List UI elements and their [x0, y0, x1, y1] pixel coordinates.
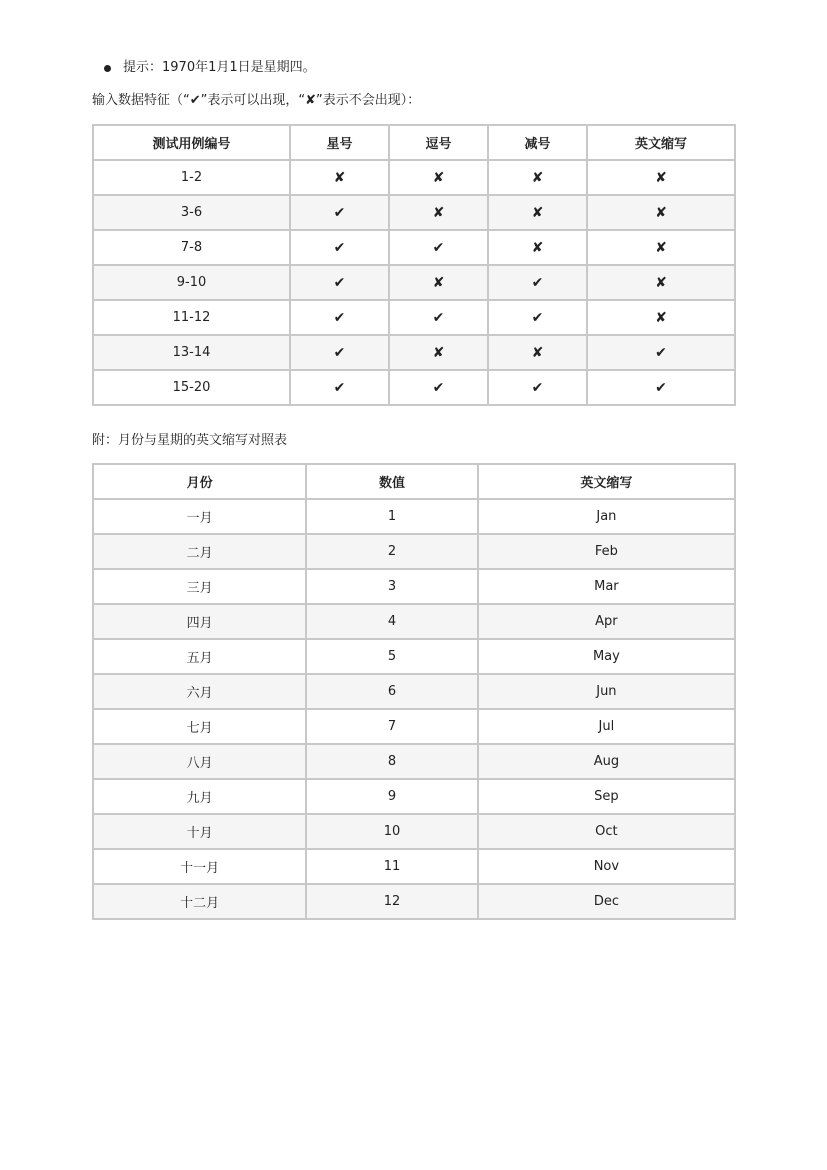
case-id: 11-12: [93, 300, 290, 335]
case-id: 9-10: [93, 265, 290, 300]
month-abbrev: Dec: [478, 884, 735, 919]
table-row: [93, 744, 735, 779]
month-number: 5: [306, 639, 477, 674]
features-table: [92, 124, 736, 406]
appendix-caption: 附：月份与星期的英文缩写对照表: [92, 433, 288, 448]
table-row: [93, 160, 735, 195]
cross-icon: ✘: [488, 160, 587, 195]
check-icon: ✔: [290, 230, 389, 265]
month-name: 四月: [93, 604, 306, 639]
header-abbrev: 英文缩写: [478, 464, 735, 499]
month-number: 8: [306, 744, 477, 779]
month-abbrev: Jan: [478, 499, 735, 534]
month-name: 十一月: [93, 849, 306, 884]
month-abbrev: Mar: [478, 569, 735, 604]
table-row: [93, 300, 735, 335]
month-name: 五月: [93, 639, 306, 674]
header-month: 月份: [93, 464, 306, 499]
table-row: [93, 195, 735, 230]
month-number: 2: [306, 534, 477, 569]
months-table: [92, 463, 736, 920]
month-number: 11: [306, 849, 477, 884]
table-row: [93, 849, 735, 884]
cross-icon: ✘: [488, 230, 587, 265]
check-icon: ✔: [290, 265, 389, 300]
table-row: [93, 604, 735, 639]
case-id: 1-2: [93, 160, 290, 195]
check-icon: ✔: [290, 300, 389, 335]
month-number: 7: [306, 709, 477, 744]
check-icon: ✔: [389, 230, 488, 265]
month-number: 4: [306, 604, 477, 639]
month-number: 12: [306, 884, 477, 919]
month-abbrev: Aug: [478, 744, 735, 779]
cross-icon: ✘: [389, 195, 488, 230]
header-minus: 减号: [488, 125, 587, 160]
cross-icon: ✘: [488, 335, 587, 370]
table-row: [93, 265, 735, 300]
cross-icon: ✘: [587, 230, 735, 265]
case-id: 15-20: [93, 370, 290, 405]
check-icon: ✔: [587, 335, 735, 370]
month-abbrev: Jul: [478, 709, 735, 744]
case-id: 13-14: [93, 335, 290, 370]
header-case-id: 测试用例编号: [93, 125, 290, 160]
check-icon: ✔: [488, 300, 587, 335]
check-icon: ✔: [290, 370, 389, 405]
check-icon: ✔: [389, 370, 488, 405]
case-id: 3-6: [93, 195, 290, 230]
month-name: 三月: [93, 569, 306, 604]
month-name: 六月: [93, 674, 306, 709]
table-row: [93, 709, 735, 744]
check-icon: ✔: [389, 300, 488, 335]
cross-icon: ✘: [587, 160, 735, 195]
hint-line: [104, 58, 316, 78]
check-icon: ✔: [488, 370, 587, 405]
month-name: 八月: [93, 744, 306, 779]
month-number: 9: [306, 779, 477, 814]
month-abbrev: Feb: [478, 534, 735, 569]
hint-text: 提示：1970年1月1日是星期四。: [123, 60, 316, 75]
month-abbrev: Jun: [478, 674, 735, 709]
cross-icon: ✘: [488, 195, 587, 230]
month-name: 十月: [93, 814, 306, 849]
month-name: 一月: [93, 499, 306, 534]
cross-icon: ✘: [587, 300, 735, 335]
cross-icon: ✘: [389, 265, 488, 300]
cross-icon: ✘: [389, 335, 488, 370]
month-abbrev: Sep: [478, 779, 735, 814]
header-asterisk: 星号: [290, 125, 389, 160]
check-icon: ✔: [488, 265, 587, 300]
table-row: [93, 499, 735, 534]
table-row: [93, 230, 735, 265]
month-abbrev: Nov: [478, 849, 735, 884]
table-row: [93, 814, 735, 849]
header-comma: 逗号: [389, 125, 488, 160]
table-row: [93, 884, 735, 919]
header-number: 数值: [306, 464, 477, 499]
table-row: [93, 370, 735, 405]
table-row: [93, 639, 735, 674]
table-row: [93, 569, 735, 604]
cross-icon: ✘: [587, 265, 735, 300]
month-name: 二月: [93, 534, 306, 569]
month-number: 6: [306, 674, 477, 709]
month-number: 10: [306, 814, 477, 849]
check-icon: ✔: [290, 195, 389, 230]
table-row: [93, 674, 735, 709]
check-icon: ✔: [587, 370, 735, 405]
table-row: [93, 534, 735, 569]
table-row: [93, 335, 735, 370]
month-abbrev: Oct: [478, 814, 735, 849]
case-id: 7-8: [93, 230, 290, 265]
bullet-icon: [104, 65, 111, 72]
table-row: [93, 779, 735, 814]
month-abbrev: May: [478, 639, 735, 674]
header-abbrev: 英文缩写: [587, 125, 735, 160]
cross-icon: ✘: [389, 160, 488, 195]
month-name: 九月: [93, 779, 306, 814]
month-abbrev: Apr: [478, 604, 735, 639]
month-number: 1: [306, 499, 477, 534]
month-number: 3: [306, 569, 477, 604]
features-header-row: [93, 125, 735, 160]
months-header-row: [93, 464, 735, 499]
month-name: 七月: [93, 709, 306, 744]
cross-icon: ✘: [587, 195, 735, 230]
check-icon: ✔: [290, 335, 389, 370]
cross-icon: ✘: [290, 160, 389, 195]
features-caption: 输入数据特征（“✔”表示可以出现，“✘”表示不会出现）：: [92, 93, 421, 108]
month-name: 十二月: [93, 884, 306, 919]
